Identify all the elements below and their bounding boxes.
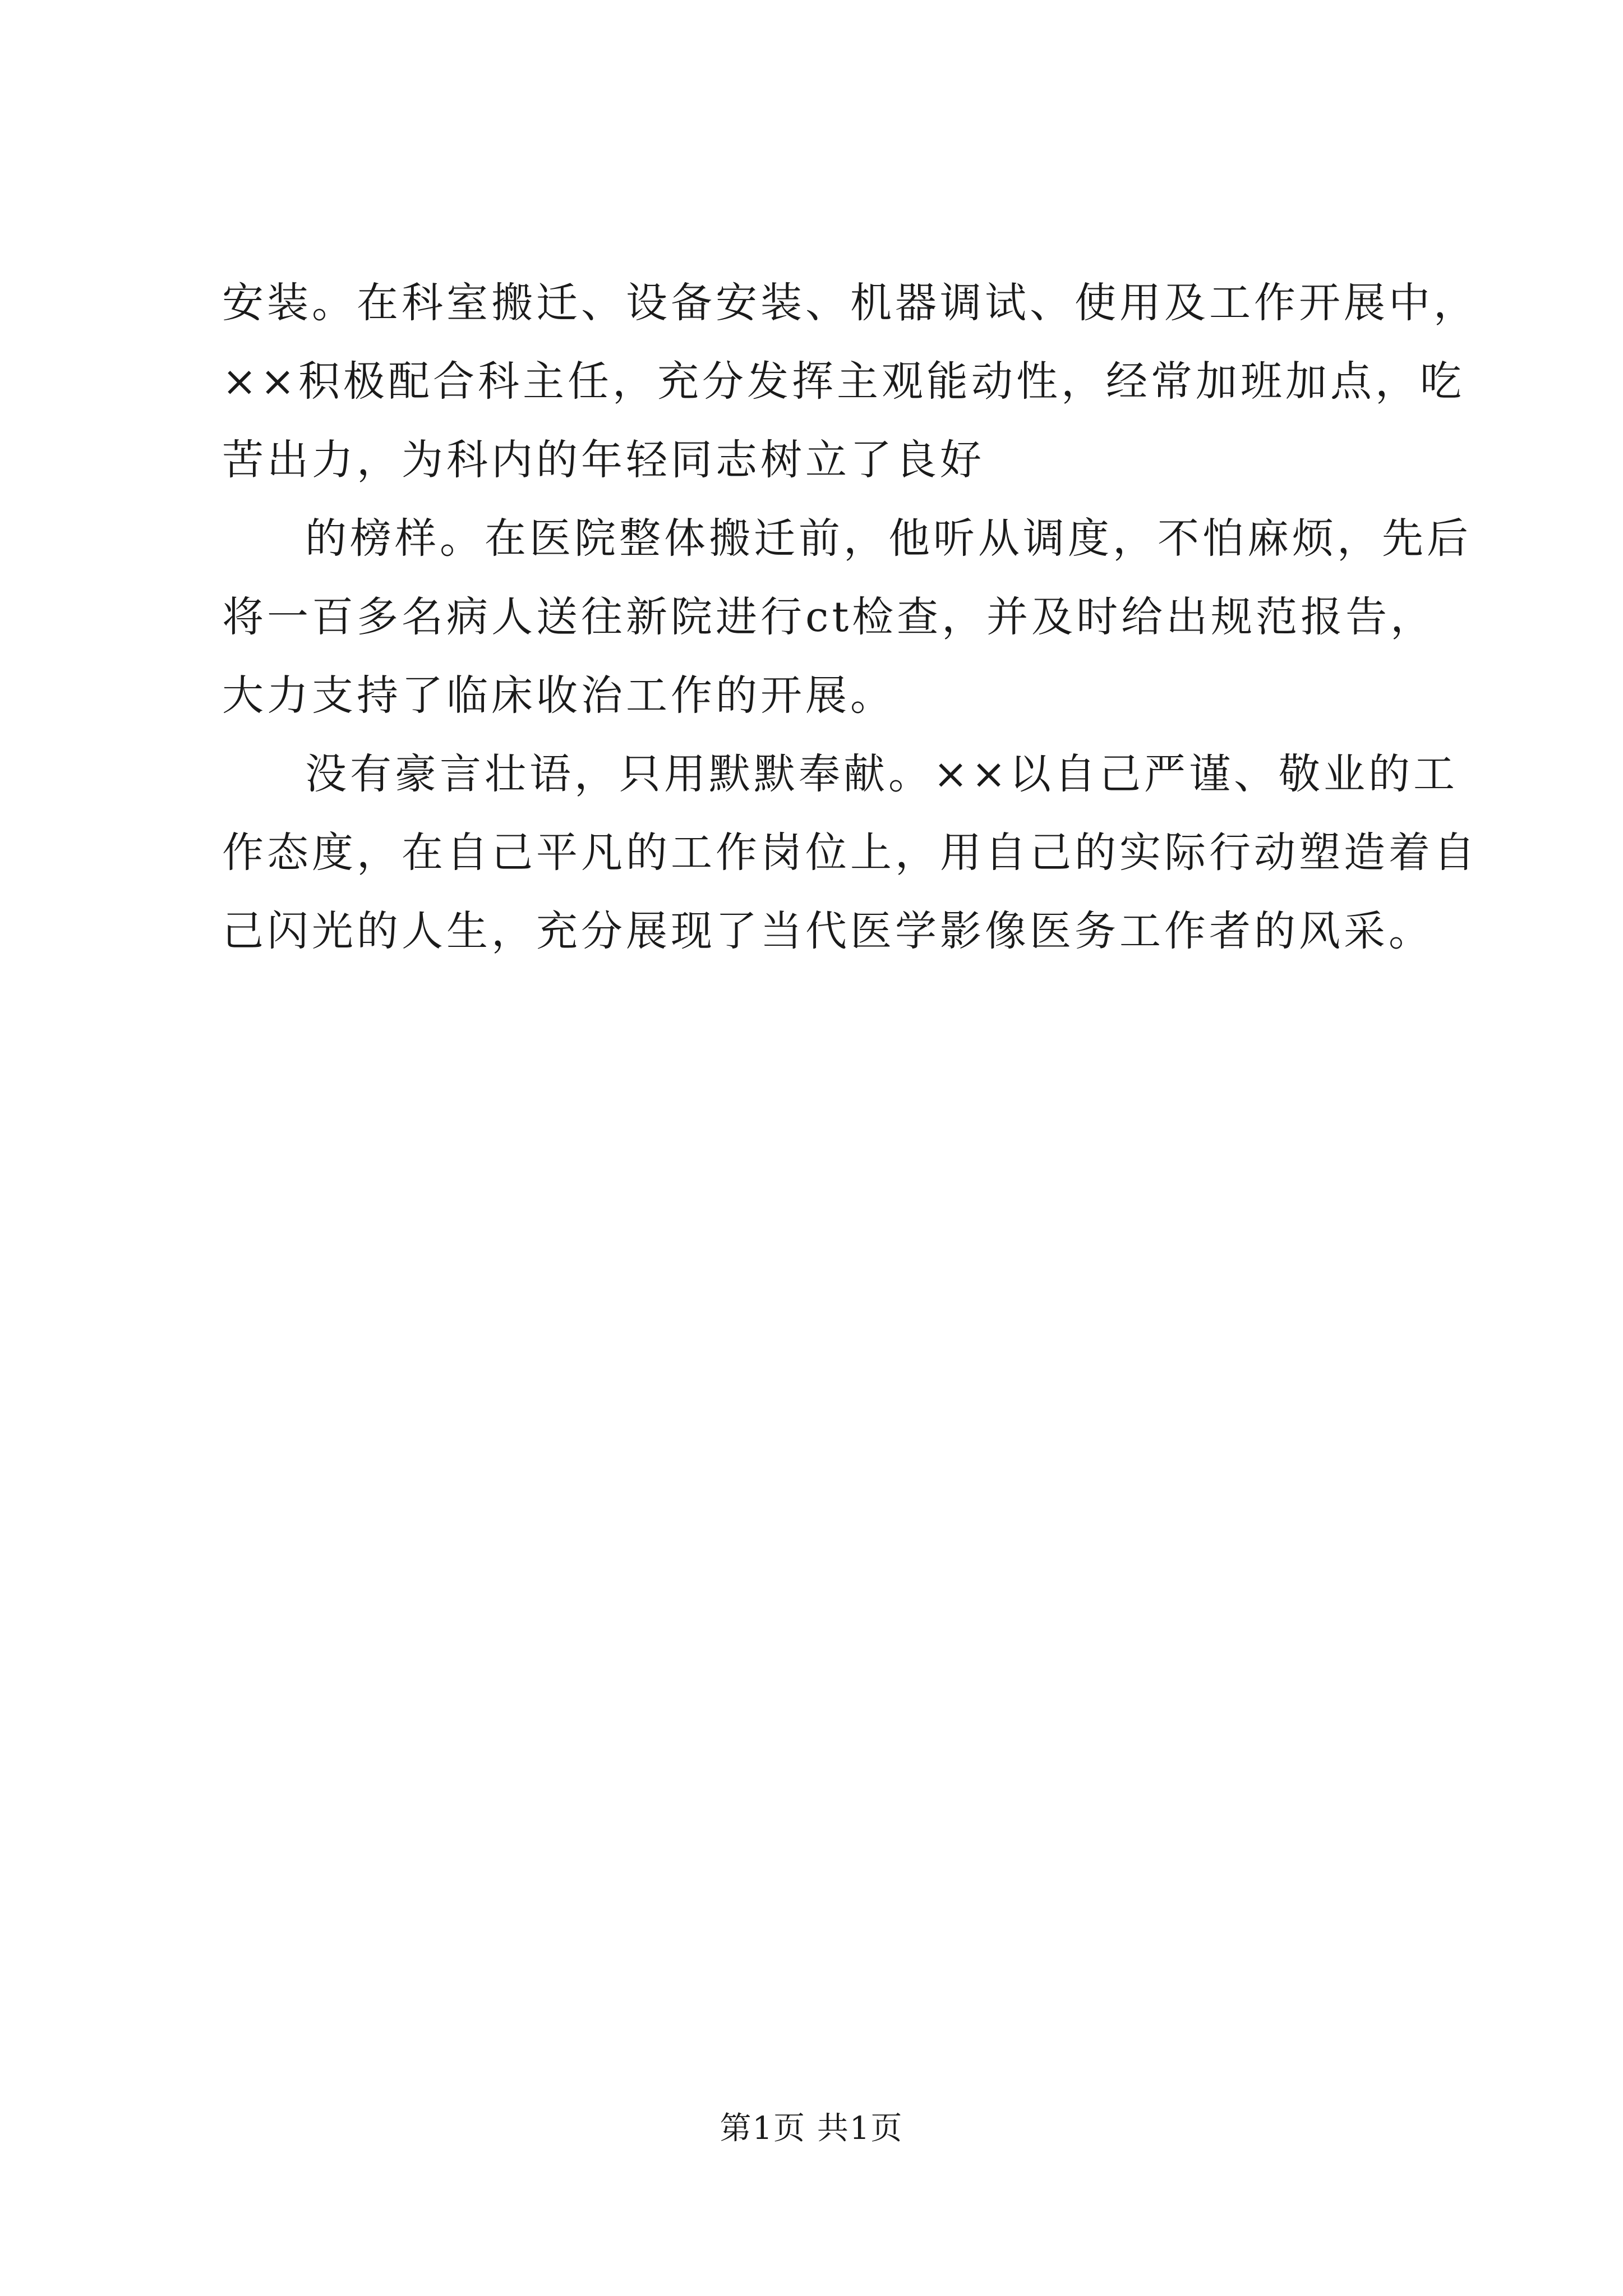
paragraph-line: 安装。在科室搬迁、设备安装、机器调试、使用及工作开展中， (222, 279, 1478, 327)
paragraph-line: 作态度，在自己平凡的工作岗位上，用自己的实际行动塑造着自 (222, 829, 1478, 877)
paragraph-line: 将一百多名病人送往新院进行ct检查，并及时给出规范报告， (222, 593, 1436, 641)
paragraph-line: 大力支持了临床收治工作的开展。 (222, 671, 895, 720)
page-number: 第1页 共1页 (720, 2110, 903, 2147)
document-body (222, 264, 1478, 970)
paragraph-line: 苦出力，为科内的年轻同志树立了良好 (222, 436, 985, 484)
paragraph-line: 的榜样。在医院整体搬迁前，他听从调度，不怕麻烦，先后 (305, 514, 1472, 563)
page-footer (0, 2106, 1623, 2151)
paragraph-line: 己闪光的人生，充分展现了当代医学影像医务工作者的风采。 (222, 907, 1433, 955)
paragraph-line: ××积极配合科主任，充分发挥主观能动性，经常加班加点，吃 (222, 357, 1465, 406)
paragraph-line: 没有豪言壮语，只用默默奉献。××以自己严谨、敬业的工 (305, 750, 1459, 798)
